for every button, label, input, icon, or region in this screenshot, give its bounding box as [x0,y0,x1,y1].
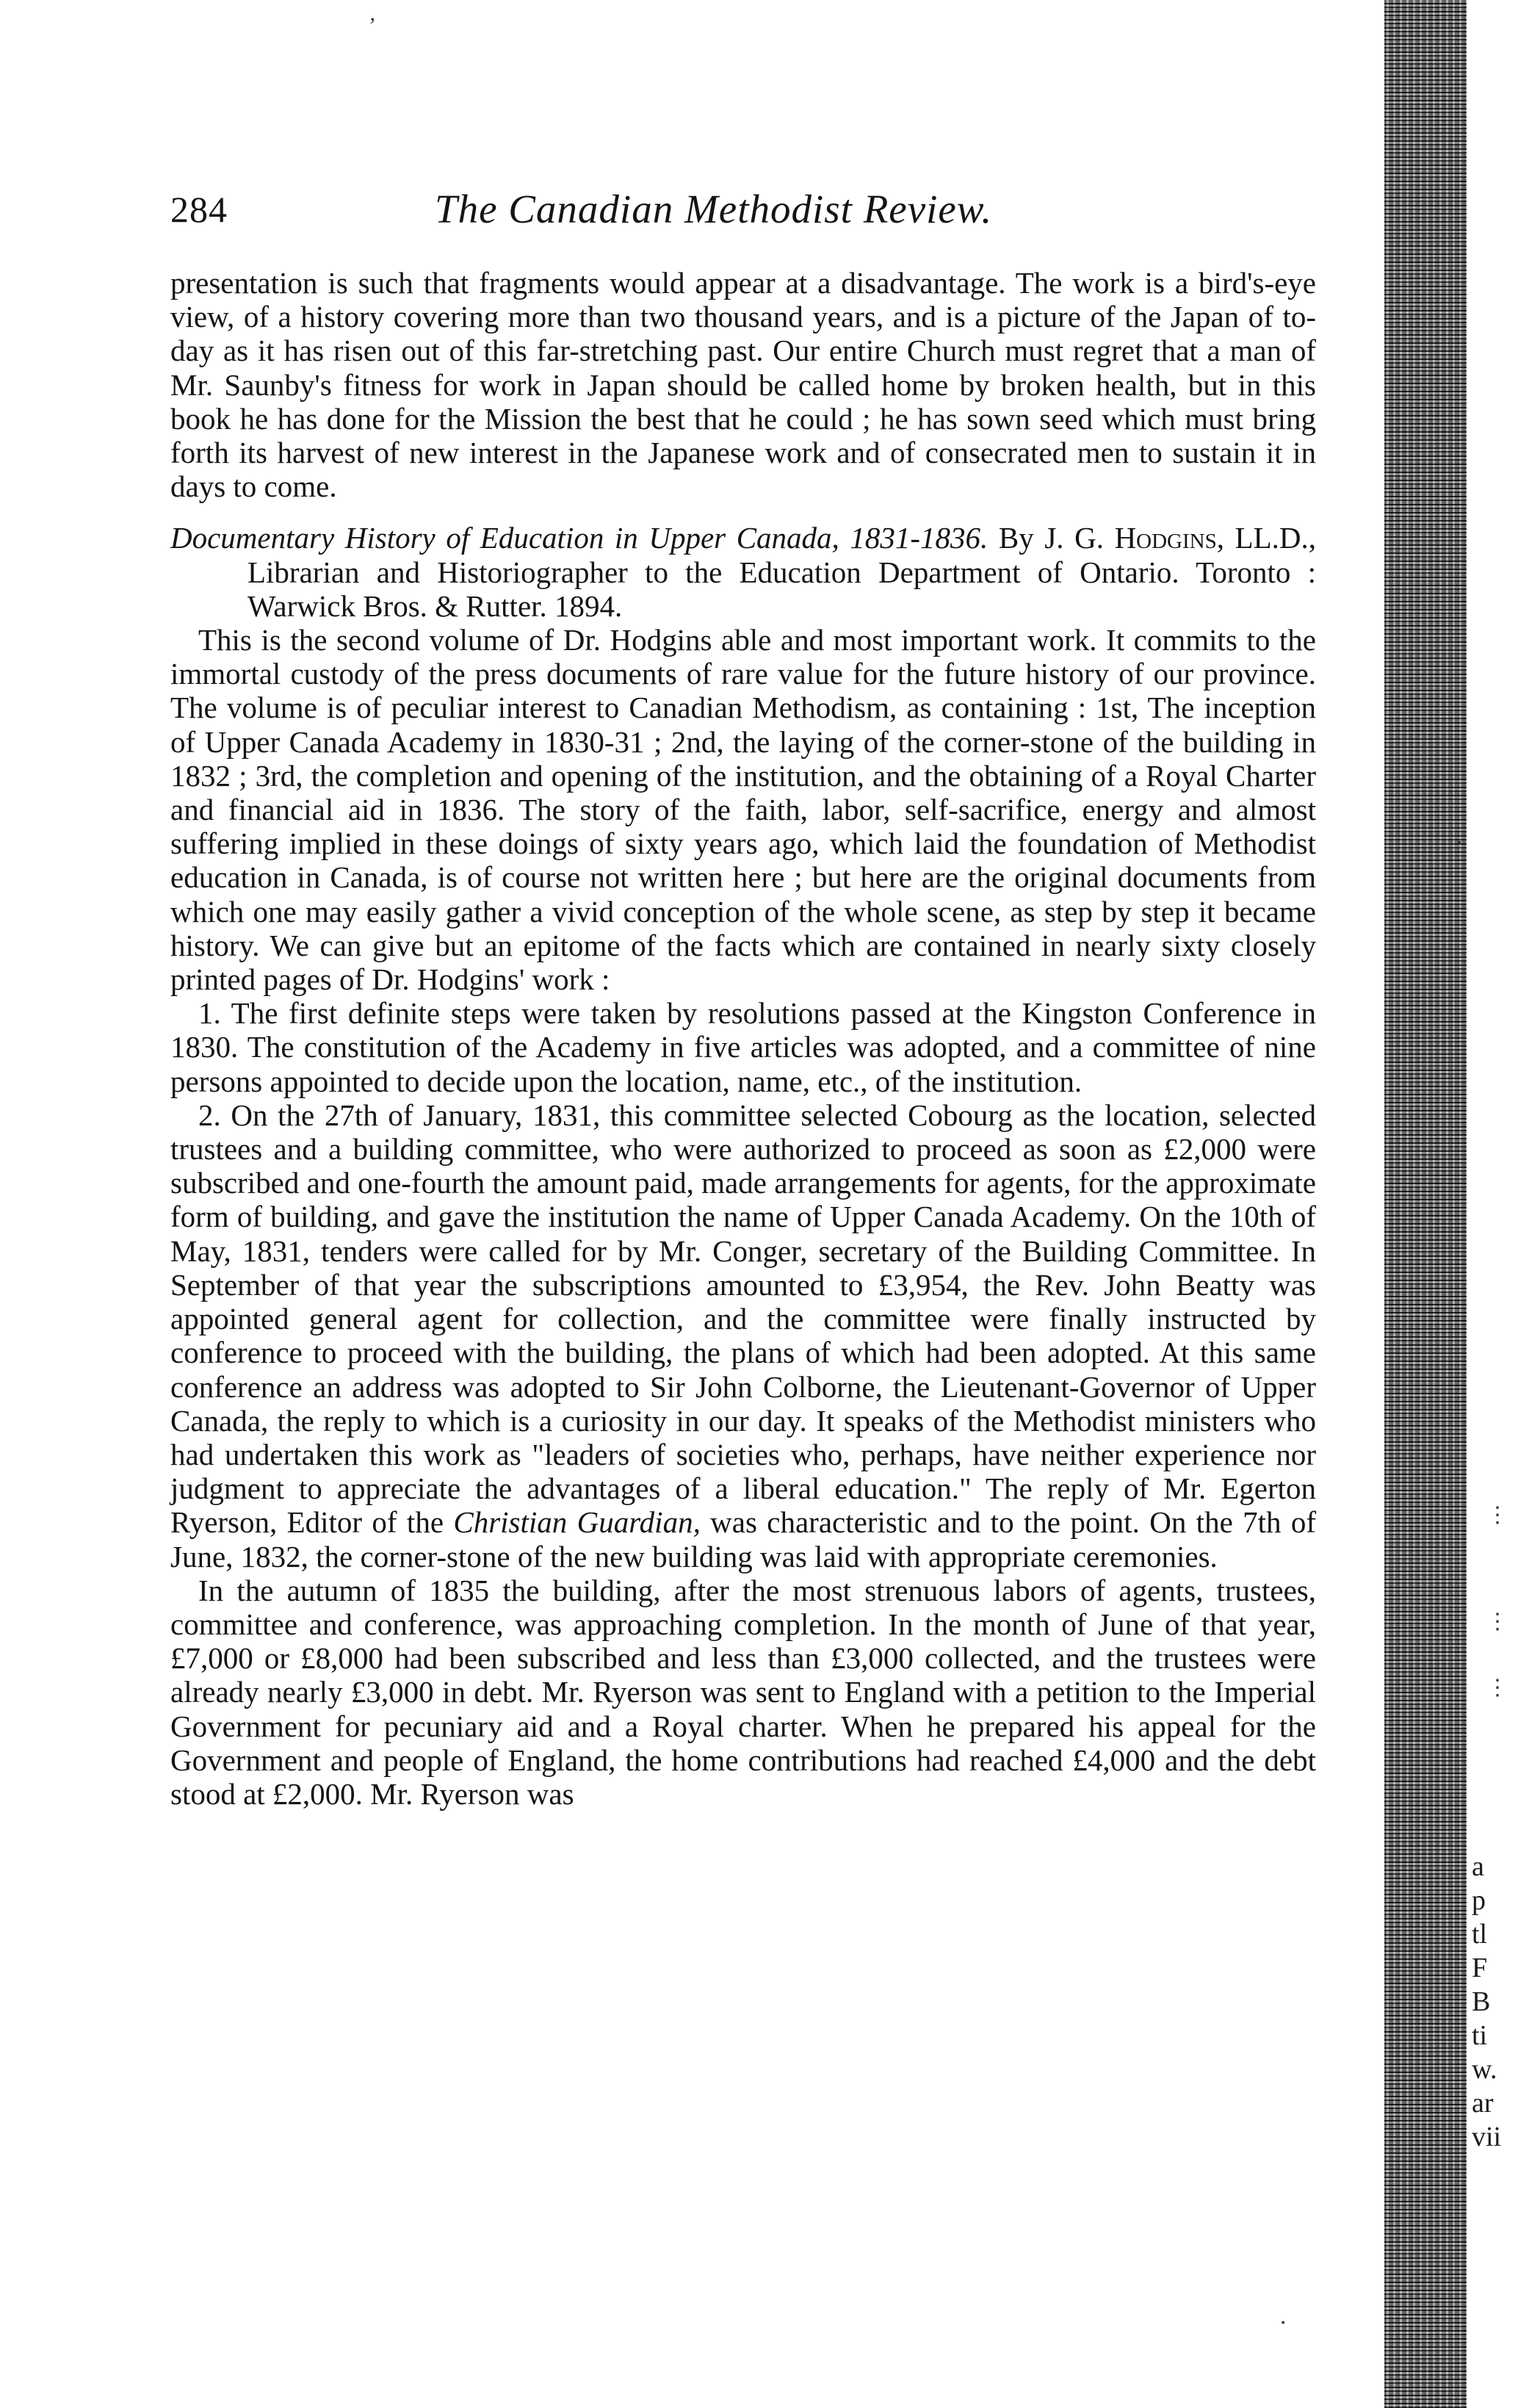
ink-speck: ⋮ [1486,1503,1508,1527]
autumn-paragraph: In the autumn of 1835 the building, after the most strenuous labors of agents, trustees, committee and conference, was approaching completion. In the month of June of that year, £7,000 or £8,000 had been subscribed and less than £3,000 collected, and the trustees were already nearly £3,000 in debt. Mr. Ryerson was sent to England with a petition to the Imperial Government for pecuniary aid and a Royal charter. When he prepared his appeal for the Government and people of England, the home contributions had reached £4,000 and the debt stood at £2,000. Mr. Ryerson was [170,1573,1316,1811]
point-1: 1. The first definite steps were taken by resolutions passed at the Kingston Conference in 1830. The constitution of the Academy in five articles was adopted, and a committee of nine persons appointed to decide upon the location, name, etc., of the institution. [170,996,1316,1098]
ink-speck: ’ [369,13,376,37]
running-title: The Canadian Methodist Review. [435,187,993,231]
book-author: Hodgins, LL.D., [1114,521,1317,555]
scanned-binding-edge [1384,0,1467,2408]
point-2-end: was characteristic and to the point. On the 7th of June, 1832, the corner-stone of the new building was laid with appropriate ceremonies. [170,1505,1316,1574]
fragment-line: tl [1472,1919,1488,1950]
book-title: Documentary History of Education in Upper Canada, 1831-1836. [170,521,988,555]
fragment-line: ti [1472,2020,1488,2051]
ink-speck: ⋅ [1279,2311,1287,2335]
book-details: Librarian and Historiographer to the Education Department of Ontario. Toronto : Warwick Bros. & Rutter. 1894. [247,555,1316,623]
point-2-start: 2. On the 27th of January, 1831, this committee selected Cobourg as the location, selected trustees and a building committee, who were authorized to proceed as soon as £2,000 were subscribed and one-fourth the amount paid, made arrangements for agents, for the approximate form of building, and gave the institution the name of Upper Canada Academy. On the 10th of May, 1831, tenders were called for by Mr. Conger, secretary of the Building Committee. In September of that year the subscriptions amounted to £3,954, the Rev. John Beatty was appointed general agent for collection, and the committee were finally instructed by conference to proceed with the building, the plans of which had been adopted. At this same conference an address was adopted to Sir John Colborne, the Lieutenant-Governor of Upper Canada, the reply to which is a curiosity in our day. It speaks of the Methodist ministers who had undertaken this work as "leaders of societies who, perhaps, have neither experience nor judgment to appreciate the advantages of a liberal education." The reply of Mr. Egerton Ryerson, Editor of the [170,1097,1316,1540]
fragment-line: ar [1472,2088,1494,2119]
fragment-line: a [1472,1851,1484,1882]
ink-speck: ⋮ [1486,1676,1508,1700]
ink-speck: ⋮ [1486,1609,1508,1634]
page-number: 284 [170,189,228,230]
ink-speck: ⋅ [1456,831,1464,855]
adjacent-page-fragments [1472,1850,1516,2154]
page-header [170,180,1316,246]
fragment-line: F [1472,1953,1488,1983]
fragment-line: B [1472,1986,1491,2017]
fragment-line: w. [1472,2054,1497,2085]
review-paragraph: This is the second volume of Dr. Hodgins able and most important work. It commits to the immortal custody of the press documents of rare value for the future history of our province. The volume is of peculiar interest to Canadian Methodism, as containing : 1st, The inception of Upper Canada Academy in 1830-31 ; 2nd, the laying of the corner-stone of the building in 1832 ; 3rd, the completion and opening of the institution, and the obtaining of a Royal Charter and financial aid in 1836. The story of the faith, labor, self-sacrifice, energy and almost suffering implied in these doings of sixty years ago, which laid the foundation of Methodist education in Canada, is of course not written here ; but here are the original documents from which one may easily gather a vivid conception of the whole scene, as step by step it became history. We can give but an epitome of the facts which are contained in nearly sixty closely printed pages of Dr. Hodgins' work : [170,623,1316,997]
continued-paragraph: presentation is such that fragments would appear at a disadvantage. The work is a bird's-eye view, of a history covering more than two thousand years, and is a picture of the Japan of to-day as it has risen out of this far-stretching past. Our entire Church must regret that a man of Mr. Saunby's fitness for work in Japan should be called home by broken health, but in this book he has done for the Mission the best that he could ; he has sown seed which must bring forth its harvest of new interest in the Japanese work and of consecrated men to sustain it in days to come. [170,266,1316,504]
point-2 [170,1098,1316,1574]
book-entry [170,521,1316,623]
fragment-line: p [1472,1885,1486,1916]
body-text [170,266,1316,1811]
newspaper-title: Christian Guardian, [453,1505,701,1540]
fragment-line: vii [1472,2122,1502,2152]
book-by: By J. G. [998,521,1104,555]
